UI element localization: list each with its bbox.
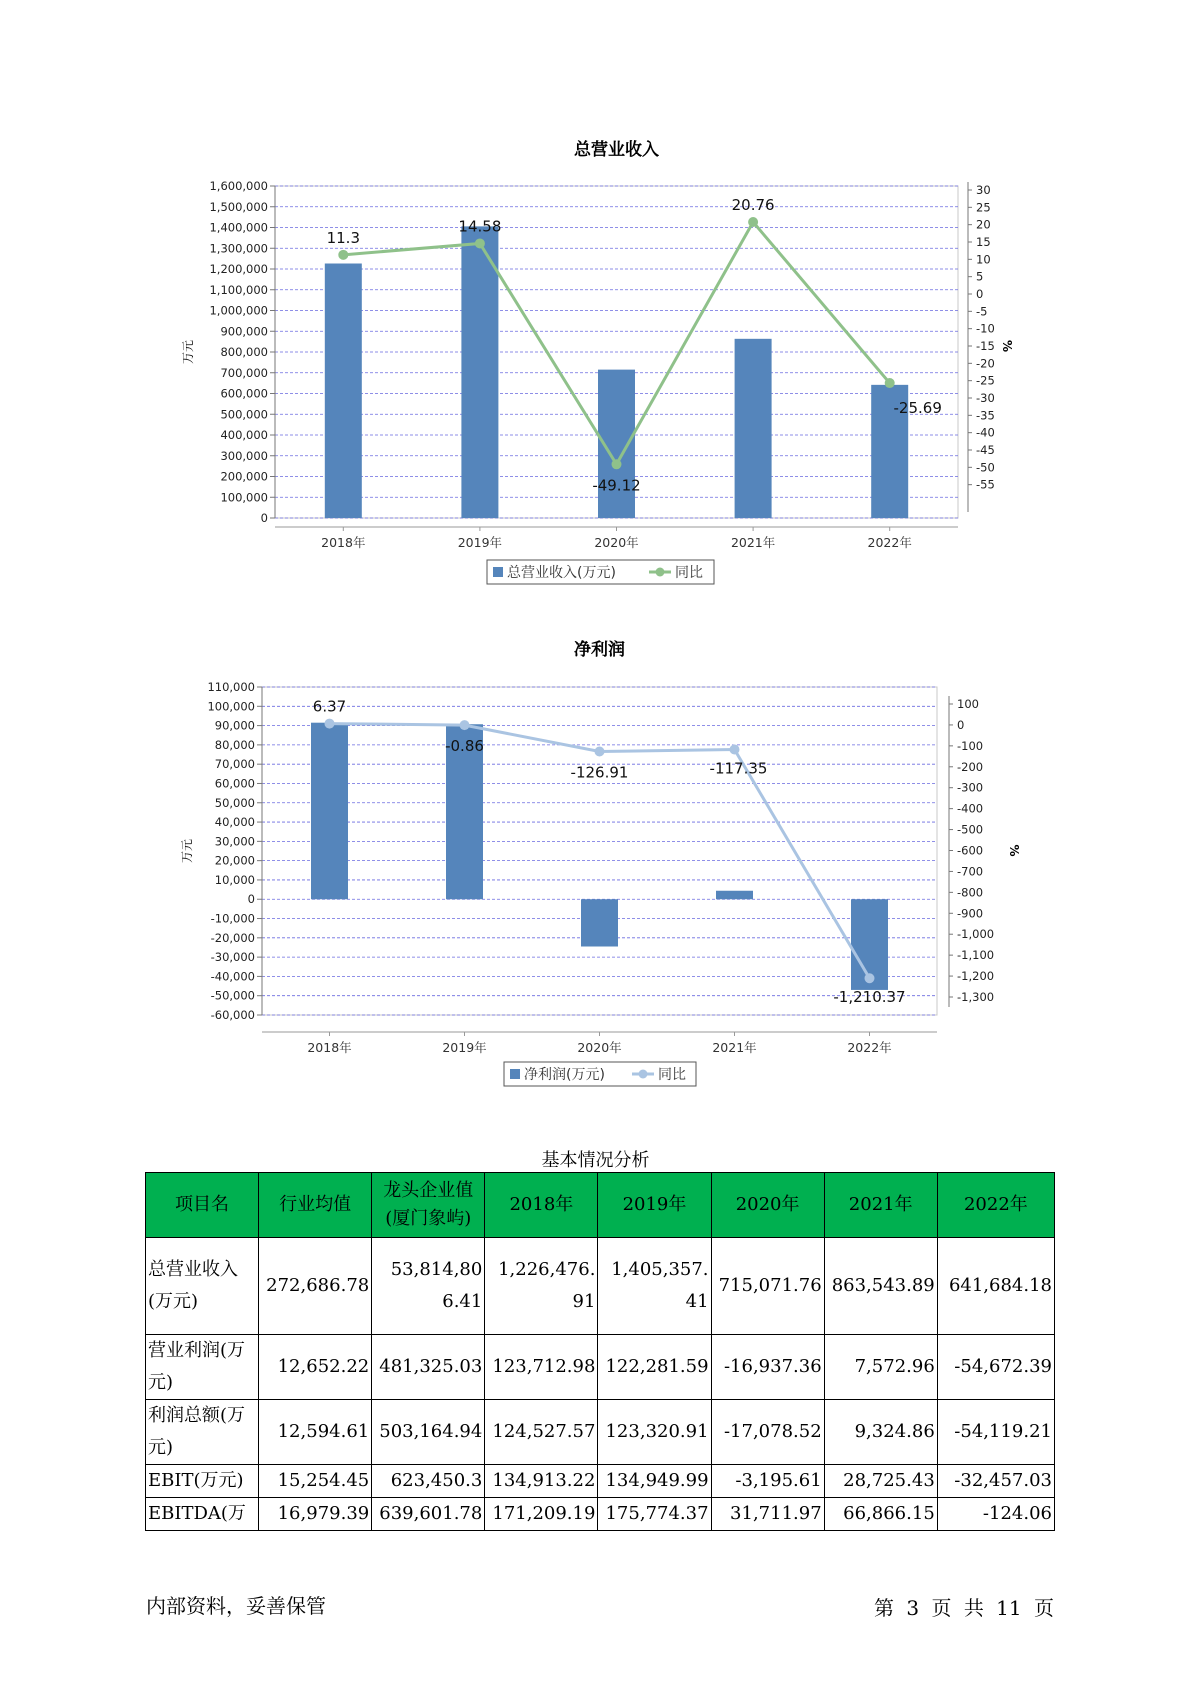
y2-tick-label: 100 — [957, 697, 979, 711]
net-profit-chart-svg — [0, 630, 1191, 1100]
y2-tick-label: 30 — [976, 183, 991, 197]
y-tick-label: 1,500,000 — [209, 199, 268, 214]
y-tick-label: 80,000 — [214, 737, 255, 752]
y2-tick-label: -600 — [957, 843, 984, 858]
y-tick-label: 600,000 — [220, 386, 268, 401]
legend-bar-label: 总营业收入(万元) — [507, 565, 616, 581]
plot-frame — [262, 687, 937, 1015]
y-tick-label: -20,000 — [210, 930, 255, 945]
table-row — [146, 1465, 1055, 1498]
legend-bar-swatch — [493, 567, 503, 577]
y2-tick-label: 5 — [976, 269, 984, 284]
legend-bar-label: 净利润(万元) — [524, 1067, 605, 1083]
x-tick-label: 2019年 — [442, 1040, 487, 1055]
y2-tick-label: -200 — [957, 759, 984, 774]
y2-tick-label: -1,200 — [957, 969, 995, 984]
revenue-chart-svg — [0, 130, 1191, 600]
table-cell: 623,450.3 — [372, 1465, 485, 1498]
y2-tick-label: -700 — [957, 864, 984, 879]
table-cell: 863,543.89 — [824, 1238, 937, 1335]
y2-tick-label: 15 — [976, 235, 991, 249]
table-cell: 123,712.98 — [485, 1335, 598, 1400]
data-label: -49.12 — [592, 476, 641, 495]
yoy-point — [460, 720, 470, 730]
table-cell: 122,281.59 — [598, 1335, 711, 1400]
y2-tick-label: -40 — [976, 425, 995, 440]
x-tick-label: 2021年 — [712, 1040, 757, 1055]
data-label: -126.91 — [570, 763, 629, 782]
y-tick-label: 0 — [247, 892, 255, 907]
x-tick-label: 2020年 — [577, 1040, 622, 1055]
y2-tick-label: -30 — [976, 391, 995, 405]
y-tick-label: 700,000 — [220, 365, 268, 380]
yoy-point — [885, 378, 895, 388]
y-tick-label: 50,000 — [214, 795, 255, 810]
table-header-row — [146, 1173, 1055, 1238]
y2-tick-label: -500 — [957, 822, 984, 837]
yoy-point — [475, 238, 485, 248]
row-label: EBIT(万元) — [146, 1465, 259, 1498]
y2-tick-label: -800 — [957, 885, 984, 900]
y2-tick-label: 0 — [957, 717, 965, 732]
header-item-name: 项目名 — [146, 1173, 259, 1238]
legend — [487, 560, 714, 584]
table-cell: 715,071.76 — [711, 1238, 824, 1335]
bar — [311, 723, 348, 900]
row-label: 利润总额(万元) — [146, 1400, 259, 1465]
table-cell: 9,324.86 — [824, 1400, 937, 1465]
header-industry-avg: 行业均值 — [259, 1173, 372, 1238]
table-cell: 31,711.97 — [711, 1498, 824, 1531]
y-tick-label: 1,300,000 — [209, 241, 268, 256]
header-2018: 2018年 — [485, 1173, 598, 1238]
y-tick-label: 1,000,000 — [209, 303, 268, 318]
row-label: EBITDA(万 — [146, 1498, 259, 1531]
x-tick-label: 2018年 — [321, 535, 366, 550]
header-2020: 2020年 — [711, 1173, 824, 1238]
table-cell: -54,672.39 — [937, 1335, 1054, 1400]
table-cell: 123,320.91 — [598, 1400, 711, 1465]
footer-page-number: 第 3 页 共 11 页 — [874, 1596, 1054, 1620]
y-tick-label: 100,000 — [220, 490, 268, 505]
chart-title: 净利润 — [574, 640, 625, 660]
y2-tick-label: -25 — [976, 373, 995, 388]
y2-tick-label: -100 — [957, 738, 984, 753]
legend — [504, 1062, 696, 1086]
y-tick-label: 10,000 — [214, 872, 255, 887]
table-cell: 639,601.78 — [372, 1498, 485, 1531]
table-row — [146, 1498, 1055, 1531]
chart-title: 总营业收入 — [574, 140, 659, 160]
row-label: 总营业收入(万元) — [146, 1238, 259, 1335]
x-tick-label: 2020年 — [594, 535, 639, 550]
legend-line-label: 同比 — [675, 565, 703, 581]
bar — [461, 226, 498, 518]
y-tick-label: 30,000 — [214, 834, 255, 849]
data-label: 14.58 — [458, 217, 502, 236]
table-cell: 15,254.45 — [259, 1465, 372, 1498]
legend-bar-swatch — [510, 1069, 520, 1079]
table-cell: 641,684.18 — [937, 1238, 1054, 1335]
table-cell: 53,814,806.41 — [372, 1238, 485, 1335]
y2-tick-label: -5 — [976, 304, 988, 319]
table-row — [146, 1400, 1055, 1465]
table-cell: 7,572.96 — [824, 1335, 937, 1400]
y-tick-label: 1,600,000 — [209, 179, 268, 193]
data-label: 6.37 — [312, 697, 347, 716]
y-tick-label: -50,000 — [210, 988, 255, 1003]
data-label: 11.3 — [326, 228, 361, 247]
y-tick-label: 300,000 — [220, 448, 268, 463]
bar — [716, 891, 753, 899]
y2-tick-label: -900 — [957, 906, 984, 921]
table-caption: 基本情况分析 — [541, 1150, 650, 1171]
header-leader-value: 龙头企业值(厦门象屿) — [372, 1173, 485, 1238]
table-cell: 481,325.03 — [372, 1335, 485, 1400]
data-label: -117.35 — [709, 759, 768, 778]
y-tick-label: -60,000 — [210, 1008, 255, 1022]
table-cell: 1,226,476.91 — [485, 1238, 598, 1335]
y-tick-label: 1,200,000 — [209, 262, 268, 276]
y-tick-label: 1,400,000 — [209, 220, 268, 235]
yoy-point — [748, 217, 758, 227]
table-cell: -32,457.03 — [937, 1465, 1054, 1498]
x-tick-label: 2019年 — [457, 535, 503, 550]
table-cell: -17,078.52 — [711, 1400, 824, 1465]
header-2021: 2021年 — [824, 1173, 937, 1238]
y2-tick-label: -20 — [976, 356, 995, 371]
y2-tick-label: -400 — [957, 801, 984, 816]
y2-tick-label: -45 — [976, 443, 995, 457]
table-cell: 503,164.94 — [372, 1400, 485, 1465]
table-cell: 1,405,357.41 — [598, 1238, 711, 1335]
y-tick-label: 100,000 — [207, 699, 255, 714]
y2-tick-label: -15 — [976, 339, 995, 353]
table-row — [146, 1335, 1055, 1400]
y2-tick-label: 10 — [976, 252, 991, 267]
table-cell: 171,209.19 — [485, 1498, 598, 1531]
table-cell: 28,725.43 — [824, 1465, 937, 1498]
basic-analysis-table — [145, 1172, 1055, 1531]
y-tick-label: 110,000 — [207, 680, 255, 694]
y-tick-label: -30,000 — [210, 950, 255, 965]
table-cell: -3,195.61 — [711, 1465, 824, 1498]
y-tick-label: 20,000 — [214, 853, 255, 868]
legend-line-marker — [639, 1070, 648, 1079]
table-cell: 66,866.15 — [824, 1498, 937, 1531]
legend-line-marker — [656, 568, 665, 577]
y2-tick-label: -1,300 — [957, 990, 995, 1004]
yoy-point — [612, 459, 622, 469]
y-tick-label: 200,000 — [220, 469, 268, 484]
table-cell: 12,594.61 — [259, 1400, 372, 1465]
bar — [325, 264, 362, 518]
x-tick-label: 2018年 — [307, 1040, 352, 1055]
y-tick-label: 0 — [260, 511, 268, 525]
header-2022: 2022年 — [937, 1173, 1054, 1238]
y-axis-title: 万元 — [180, 838, 194, 864]
data-label: 20.76 — [731, 196, 775, 215]
table-cell: -16,937.36 — [711, 1335, 824, 1400]
footer-confidential: 内部资料，妥善保管 — [146, 1594, 326, 1618]
net-profit-chart — [0, 630, 1191, 1100]
y-tick-label: 1,100,000 — [209, 282, 268, 297]
y2-tick-label: -50 — [976, 460, 995, 475]
table-cell: 175,774.37 — [598, 1498, 711, 1531]
y2-axis-title: % — [1007, 844, 1021, 857]
yoy-point — [595, 746, 605, 756]
y2-tick-label: -35 — [976, 408, 995, 423]
yoy-point — [865, 973, 875, 983]
legend-line-label: 同比 — [658, 1067, 686, 1083]
y2-tick-label: -10 — [976, 321, 995, 336]
table-cell: 272,686.78 — [259, 1238, 372, 1335]
y-tick-label: 900,000 — [220, 324, 268, 339]
y2-tick-label: -1,100 — [957, 948, 995, 963]
data-label: -0.86 — [445, 737, 484, 756]
table-cell: 16,979.39 — [259, 1498, 372, 1531]
bar — [735, 339, 772, 518]
yoy-point — [338, 250, 348, 260]
y-tick-label: 800,000 — [220, 345, 268, 359]
row-label: 营业利润(万元) — [146, 1335, 259, 1400]
yoy-point — [730, 744, 740, 754]
data-label: -1,210.37 — [833, 988, 906, 1007]
y-tick-label: -10,000 — [210, 911, 255, 926]
y-tick-label: 400,000 — [220, 428, 268, 442]
bar — [581, 899, 618, 946]
table-cell: -54,119.21 — [937, 1400, 1054, 1465]
yoy-point — [325, 719, 335, 729]
data-label: -25.69 — [893, 399, 942, 418]
y2-tick-label: -300 — [957, 780, 984, 795]
revenue-chart — [0, 130, 1191, 600]
y2-axis-title: % — [1000, 339, 1014, 353]
y-tick-label: 500,000 — [220, 407, 268, 422]
y-tick-label: 70,000 — [214, 757, 255, 772]
table-cell: 134,949.99 — [598, 1465, 711, 1498]
x-tick-label: 2021年 — [730, 535, 776, 550]
table-cell: 124,527.57 — [485, 1400, 598, 1465]
y2-tick-label: 25 — [976, 200, 991, 215]
x-tick-label: 2022年 — [867, 535, 912, 550]
table-cell: 134,913.22 — [485, 1465, 598, 1498]
header-2019: 2019年 — [598, 1173, 711, 1238]
y2-tick-label: 20 — [976, 217, 991, 232]
y-axis-title: 万元 — [181, 339, 195, 365]
table-row — [146, 1238, 1055, 1335]
y2-tick-label: -55 — [976, 477, 995, 492]
y-tick-label: 60,000 — [214, 776, 255, 791]
table-cell: -124.06 — [937, 1498, 1054, 1531]
y-tick-label: 40,000 — [214, 815, 255, 830]
y2-tick-label: 0 — [976, 287, 984, 301]
y-tick-label: -40,000 — [210, 969, 255, 984]
x-tick-label: 2022年 — [847, 1040, 892, 1055]
y2-tick-label: -1,000 — [957, 927, 995, 942]
table-cell: 12,652.22 — [259, 1335, 372, 1400]
y-tick-label: 90,000 — [214, 718, 255, 733]
